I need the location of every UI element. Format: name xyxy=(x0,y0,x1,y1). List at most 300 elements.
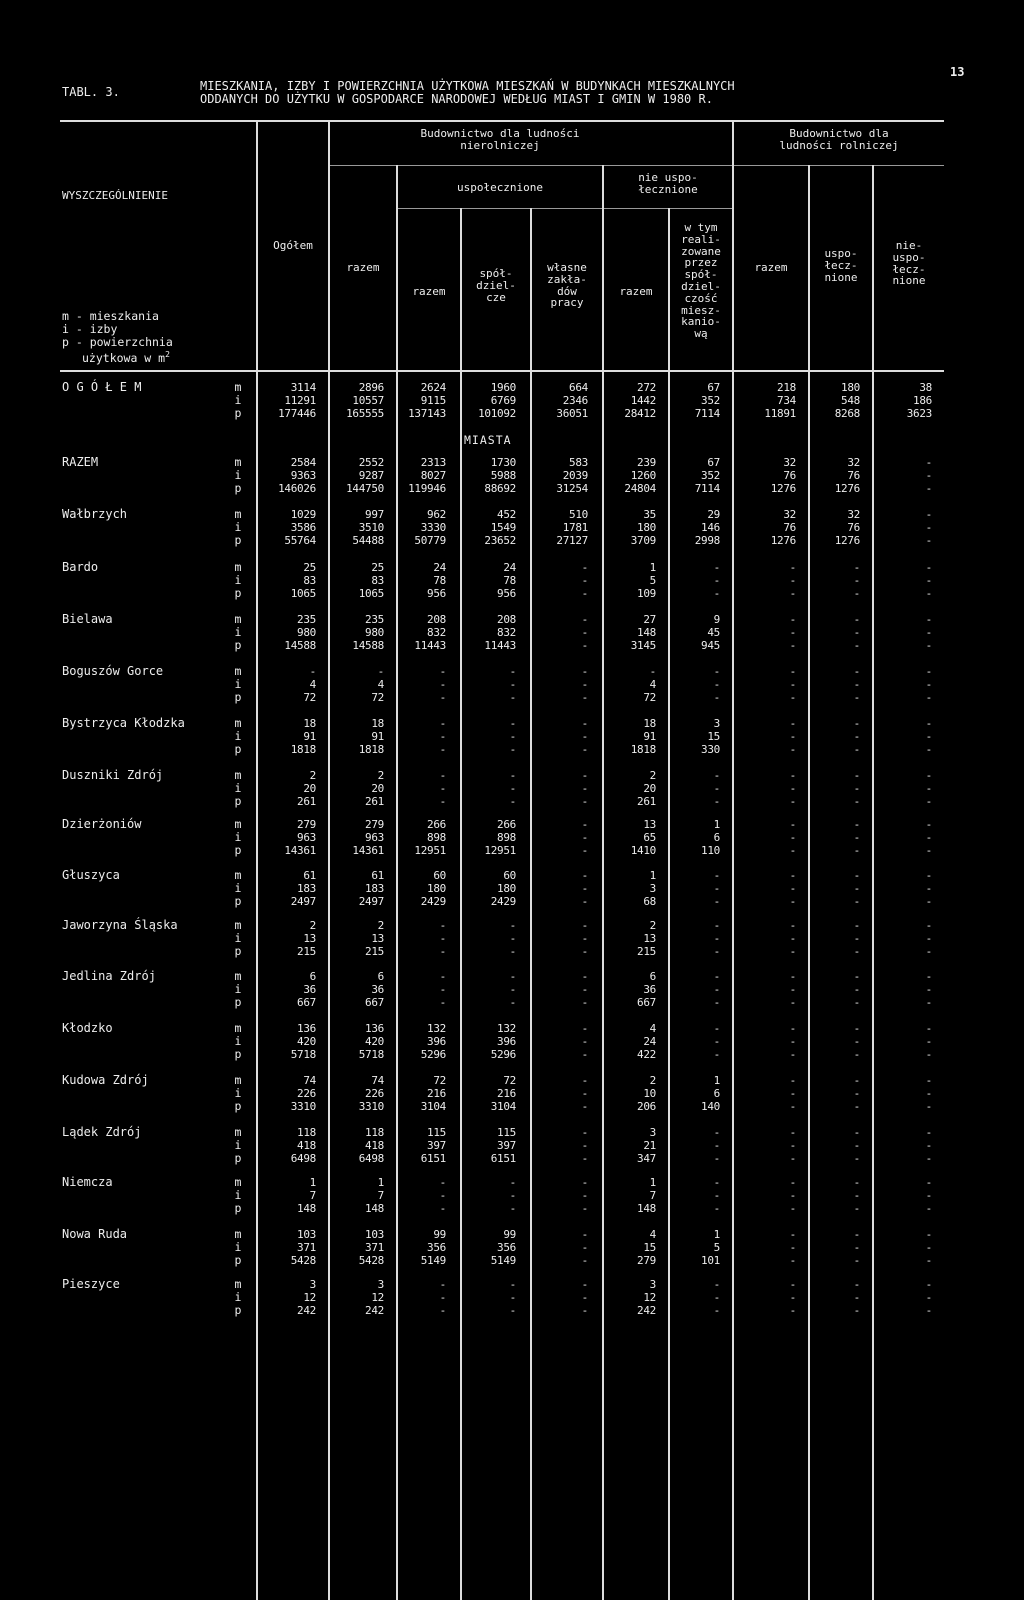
table-cell: - xyxy=(853,996,860,1009)
rule-nierolnicze xyxy=(330,165,734,166)
table-cell: - xyxy=(509,1176,516,1189)
table-cell: 60 xyxy=(503,869,516,882)
table-cell: - xyxy=(925,818,932,831)
row-kind: i xyxy=(234,1086,242,1100)
table-cell: - xyxy=(713,1202,720,1215)
table-cell: 101092 xyxy=(478,407,516,420)
table-cell: 352 xyxy=(701,394,720,407)
table-cell: - xyxy=(853,1202,860,1215)
table-cell: 6151 xyxy=(420,1152,446,1165)
row-label: Bystrzyca Kłodzka xyxy=(62,716,185,730)
table-cell: 24 xyxy=(503,561,516,574)
table-cell: 963 xyxy=(297,831,316,844)
table-cell: - xyxy=(789,574,796,587)
table-cell: 12951 xyxy=(484,844,516,857)
row-kind: m xyxy=(234,1227,242,1241)
table-cell: - xyxy=(509,769,516,782)
table-cell: - xyxy=(581,613,588,626)
table-cell: 3 xyxy=(713,717,720,730)
row-kind: i xyxy=(234,393,242,407)
table-cell: 4 xyxy=(649,1228,656,1241)
table-cell: - xyxy=(853,818,860,831)
table-cell: - xyxy=(925,717,932,730)
header-ogolem: Ogółem xyxy=(273,239,313,252)
table-cell: 2 xyxy=(649,919,656,932)
table-cell: - xyxy=(439,691,446,704)
table-cell: 12951 xyxy=(414,844,446,857)
table-cell: 36 xyxy=(303,983,316,996)
row-kind: p xyxy=(234,690,242,704)
table-cell: 3 xyxy=(309,1278,316,1291)
table-cell: 6498 xyxy=(290,1152,316,1165)
table-cell: - xyxy=(853,1087,860,1100)
table-cell: - xyxy=(925,1202,932,1215)
table-cell: - xyxy=(439,1304,446,1317)
table-cell: - xyxy=(789,882,796,895)
table-cell: - xyxy=(581,983,588,996)
table-cell: - xyxy=(853,795,860,808)
table-cell: - xyxy=(713,782,720,795)
table-cell: 132 xyxy=(427,1022,446,1035)
table-cell: 110 xyxy=(701,844,720,857)
table-cell: - xyxy=(925,574,932,587)
table-cell: - xyxy=(581,665,588,678)
table-cell: 180 xyxy=(427,882,446,895)
table-cell: 10 xyxy=(643,1087,656,1100)
table-cell: - xyxy=(853,1189,860,1202)
table-cell: - xyxy=(713,945,720,958)
table-cell: - xyxy=(925,795,932,808)
title-line-2: ODDANYCH DO UŻYTKU W GOSPODARCE NARODOWEJ WEDŁUG MIAST I GMIN W 1980 R. xyxy=(200,92,713,106)
table-cell: 14361 xyxy=(352,844,384,857)
table-cell: 2 xyxy=(377,919,384,932)
table-cell: - xyxy=(925,1035,932,1048)
table-cell: - xyxy=(789,691,796,704)
table-cell: - xyxy=(439,769,446,782)
table-cell: - xyxy=(439,919,446,932)
table-cell: 2 xyxy=(309,769,316,782)
row-kind: m xyxy=(234,817,242,831)
table-cell: - xyxy=(789,626,796,639)
table-cell: 226 xyxy=(365,1087,384,1100)
table-cell: - xyxy=(581,691,588,704)
table-cell: 36 xyxy=(371,983,384,996)
table-cell: 208 xyxy=(427,613,446,626)
table-cell: 216 xyxy=(427,1087,446,1100)
table-cell: 54488 xyxy=(352,534,384,547)
legend-i: i - izby xyxy=(62,322,118,336)
table-cell: 24804 xyxy=(624,482,656,495)
table-cell: - xyxy=(789,1228,796,1241)
table-cell: - xyxy=(713,1048,720,1061)
table-cell: - xyxy=(581,678,588,691)
table-cell: 36051 xyxy=(556,407,588,420)
section-label-miasta: MIASTA xyxy=(464,433,512,447)
table-cell: - xyxy=(853,782,860,795)
table-cell: 88692 xyxy=(484,482,516,495)
table-cell: 235 xyxy=(365,613,384,626)
table-cell: - xyxy=(853,613,860,626)
row-kind: p xyxy=(234,406,242,420)
table-cell: - xyxy=(713,1189,720,1202)
table-cell: 146 xyxy=(701,521,720,534)
table-cell: - xyxy=(581,782,588,795)
table-cell: - xyxy=(439,996,446,1009)
row-label: O G Ó Ł E M xyxy=(62,380,142,394)
table-cell: - xyxy=(581,1189,588,1202)
table-cell: 5428 xyxy=(290,1254,316,1267)
row-label: Bardo xyxy=(62,560,99,574)
table-cell: 9 xyxy=(713,613,720,626)
table-cell: 140 xyxy=(701,1100,720,1113)
table-cell: 242 xyxy=(365,1304,384,1317)
row-kind: i xyxy=(234,982,242,996)
table-cell: 61 xyxy=(303,869,316,882)
table-cell: 510 xyxy=(569,508,588,521)
table-cell: 165555 xyxy=(346,407,384,420)
table-cell: 72 xyxy=(503,1074,516,1087)
table-cell: - xyxy=(649,665,656,678)
table-cell: 13 xyxy=(643,932,656,945)
row-kind: p xyxy=(234,1047,242,1061)
table-cell: 18 xyxy=(303,717,316,730)
table-cell: - xyxy=(713,983,720,996)
table-cell: 1818 xyxy=(290,743,316,756)
row-kind: p xyxy=(234,742,242,756)
table-cell: 101 xyxy=(701,1254,720,1267)
table-cell: - xyxy=(581,1291,588,1304)
table-cell: 356 xyxy=(497,1241,516,1254)
table-cell: 1 xyxy=(649,561,656,574)
row-kind: i xyxy=(234,729,242,743)
table-cell: 330 xyxy=(701,743,720,756)
table-cell: - xyxy=(789,932,796,945)
table-cell: 7 xyxy=(377,1189,384,1202)
row-kind: m xyxy=(234,716,242,730)
table-cell: - xyxy=(925,895,932,908)
row-kind: m xyxy=(234,507,242,521)
table-cell: 10557 xyxy=(352,394,384,407)
header-uspolecznione: uspołecznione xyxy=(456,181,544,194)
table-cell: 963 xyxy=(365,831,384,844)
table-cell: - xyxy=(581,626,588,639)
row-kind: p xyxy=(234,944,242,958)
header-top-rule xyxy=(60,120,944,122)
table-cell: - xyxy=(789,769,796,782)
table-cell: 420 xyxy=(365,1035,384,1048)
table-cell: - xyxy=(925,626,932,639)
table-cell: 183 xyxy=(365,882,384,895)
row-kind: p xyxy=(234,1099,242,1113)
table-cell: 148 xyxy=(297,1202,316,1215)
row-kind: i xyxy=(234,1138,242,1152)
row-kind: m xyxy=(234,612,242,626)
table-cell: - xyxy=(581,882,588,895)
table-cell: 1065 xyxy=(358,587,384,600)
table-cell: 956 xyxy=(497,587,516,600)
table-cell: 5428 xyxy=(358,1254,384,1267)
table-cell: - xyxy=(581,1126,588,1139)
table-cell: - xyxy=(581,743,588,756)
table-cell: - xyxy=(713,932,720,945)
table-cell: 5296 xyxy=(420,1048,446,1061)
table-cell: - xyxy=(789,1126,796,1139)
table-cell: 1818 xyxy=(630,743,656,756)
table-cell: 356 xyxy=(427,1241,446,1254)
table-cell: - xyxy=(713,970,720,983)
table-cell: 3 xyxy=(649,882,656,895)
table-cell: 14588 xyxy=(352,639,384,652)
table-cell: - xyxy=(789,561,796,574)
table-cell: 6 xyxy=(713,831,720,844)
table-cell: - xyxy=(853,1139,860,1152)
row-kind: p xyxy=(234,995,242,1009)
table-cell: 2313 xyxy=(420,456,446,469)
table-cell: 35 xyxy=(643,508,656,521)
table-cell: 7114 xyxy=(694,407,720,420)
table-cell: 2998 xyxy=(694,534,720,547)
table-cell: - xyxy=(925,1048,932,1061)
table-cell: - xyxy=(925,613,932,626)
header-spoldzielcze: spół- dziel- cze xyxy=(476,267,516,304)
table-cell: - xyxy=(925,1241,932,1254)
table-cell: - xyxy=(713,561,720,574)
table-cell: 2896 xyxy=(358,381,384,394)
table-cell: - xyxy=(581,1278,588,1291)
table-cell: - xyxy=(439,782,446,795)
table-cell: 1549 xyxy=(490,521,516,534)
table-cell: 5296 xyxy=(490,1048,516,1061)
table-cell: - xyxy=(789,795,796,808)
table-cell: 226 xyxy=(297,1087,316,1100)
table-cell: - xyxy=(853,769,860,782)
table-cell: 25 xyxy=(371,561,384,574)
table-cell: 216 xyxy=(497,1087,516,1100)
legend-p2-text: użytkowa w m xyxy=(82,350,166,365)
table-cell: 1 xyxy=(713,1228,720,1241)
table-cell: - xyxy=(581,1022,588,1035)
table-cell: 3104 xyxy=(490,1100,516,1113)
table-cell: - xyxy=(509,1202,516,1215)
table-cell: 347 xyxy=(637,1152,656,1165)
table-cell: - xyxy=(925,1291,932,1304)
table-cell: 667 xyxy=(637,996,656,1009)
row-kind: m xyxy=(234,380,242,394)
table-cell: - xyxy=(713,1139,720,1152)
table-cell: - xyxy=(925,1022,932,1035)
table-cell: - xyxy=(509,691,516,704)
table-cell: 76 xyxy=(783,469,796,482)
table-cell: 2497 xyxy=(358,895,384,908)
table-cell: 7114 xyxy=(694,482,720,495)
header-bottom-rule xyxy=(60,370,944,372)
table-cell: 396 xyxy=(427,1035,446,1048)
table-cell: - xyxy=(713,665,720,678)
table-cell: 5 xyxy=(649,574,656,587)
table-cell: - xyxy=(789,1048,796,1061)
table-cell: 5718 xyxy=(290,1048,316,1061)
table-cell: - xyxy=(853,1048,860,1061)
table-cell: - xyxy=(581,769,588,782)
table-cell: - xyxy=(713,996,720,1009)
table-cell: - xyxy=(789,818,796,831)
table-cell: 2552 xyxy=(358,456,384,469)
table-cell: 3330 xyxy=(420,521,446,534)
legend-p1: p - powierzchnia xyxy=(62,335,173,349)
table-cell: - xyxy=(581,945,588,958)
table-cell: - xyxy=(925,1100,932,1113)
table-cell: - xyxy=(581,1152,588,1165)
table-cell: - xyxy=(789,945,796,958)
row-label: Kłodzko xyxy=(62,1021,113,1035)
header-uspo-rolnicze: uspo- łecz- nione xyxy=(824,247,858,284)
table-cell: 1260 xyxy=(630,469,656,482)
table-cell: 6 xyxy=(649,970,656,983)
table-cell: 72 xyxy=(643,691,656,704)
table-cell: - xyxy=(853,561,860,574)
table-cell: 119946 xyxy=(408,482,446,495)
table-cell: - xyxy=(713,895,720,908)
table-cell: 235 xyxy=(297,613,316,626)
table-cell: - xyxy=(509,1291,516,1304)
table-cell: 418 xyxy=(297,1139,316,1152)
table-cell: - xyxy=(713,1022,720,1035)
table-cell: 136 xyxy=(365,1022,384,1035)
table-cell: - xyxy=(789,1304,796,1317)
table-cell: 6 xyxy=(309,970,316,983)
table-cell: - xyxy=(581,730,588,743)
header-razem-1: razem xyxy=(346,261,380,274)
table-cell: 206 xyxy=(637,1100,656,1113)
table-cell: - xyxy=(925,945,932,958)
table-cell: 1960 xyxy=(490,381,516,394)
table-cell: 3104 xyxy=(420,1100,446,1113)
table-cell: - xyxy=(853,970,860,983)
table-cell: 45 xyxy=(707,626,720,639)
table-cell: 14361 xyxy=(284,844,316,857)
table-cell: - xyxy=(789,678,796,691)
table-cell: 9287 xyxy=(358,469,384,482)
table-cell: - xyxy=(789,1087,796,1100)
table-cell: 78 xyxy=(433,574,446,587)
table-cell: - xyxy=(509,678,516,691)
table-cell: 945 xyxy=(701,639,720,652)
row-kind: p xyxy=(234,533,242,547)
table-cell: - xyxy=(925,1087,932,1100)
table-cell: 91 xyxy=(371,730,384,743)
table-cell: 76 xyxy=(783,521,796,534)
table-cell: 1276 xyxy=(834,482,860,495)
row-kind: i xyxy=(234,520,242,534)
table-cell: 180 xyxy=(841,381,860,394)
table-cell: 38 xyxy=(919,381,932,394)
table-cell: - xyxy=(925,639,932,652)
table-cell: 242 xyxy=(297,1304,316,1317)
table-cell: - xyxy=(713,1291,720,1304)
legend-p2 xyxy=(82,349,170,364)
row-kind: m xyxy=(234,918,242,932)
table-cell: - xyxy=(925,919,932,932)
table-cell: - xyxy=(853,1278,860,1291)
table-cell: 898 xyxy=(427,831,446,844)
table-cell: - xyxy=(439,1202,446,1215)
table-cell: - xyxy=(789,1152,796,1165)
table-cell: - xyxy=(853,665,860,678)
table-cell: 136 xyxy=(297,1022,316,1035)
table-cell: - xyxy=(853,626,860,639)
table-cell: 261 xyxy=(637,795,656,808)
table-cell: - xyxy=(925,743,932,756)
table-cell: - xyxy=(509,665,516,678)
table-cell: - xyxy=(713,1126,720,1139)
table-cell: - xyxy=(789,782,796,795)
table-cell: - xyxy=(509,1304,516,1317)
table-cell: - xyxy=(925,678,932,691)
table-cell: - xyxy=(439,1176,446,1189)
table-cell: 5 xyxy=(713,1241,720,1254)
table-cell: - xyxy=(509,983,516,996)
table-cell: 28412 xyxy=(624,407,656,420)
table-cell: - xyxy=(309,665,316,678)
table-cell: - xyxy=(581,970,588,983)
row-kind: i xyxy=(234,573,242,587)
table-cell: - xyxy=(853,1152,860,1165)
table-cell: 180 xyxy=(637,521,656,534)
row-kind: p xyxy=(234,1303,242,1317)
table-cell: - xyxy=(853,1074,860,1087)
table-cell: - xyxy=(853,691,860,704)
table-cell: - xyxy=(581,1035,588,1048)
table-cell: 11891 xyxy=(764,407,796,420)
row-kind: i xyxy=(234,781,242,795)
table-cell: 261 xyxy=(365,795,384,808)
table-cell: 1029 xyxy=(290,508,316,521)
table-cell: 148 xyxy=(637,626,656,639)
table-cell: 1730 xyxy=(490,456,516,469)
table-cell: 215 xyxy=(297,945,316,958)
table-cell: - xyxy=(925,882,932,895)
table-cell: 72 xyxy=(371,691,384,704)
table-cell: 103 xyxy=(365,1228,384,1241)
table-cell: - xyxy=(789,613,796,626)
header-budownictwo-rolnicze: Budownictwo dla ludności rolniczej xyxy=(779,127,899,152)
table-cell: 137143 xyxy=(408,407,446,420)
table-cell: 261 xyxy=(297,795,316,808)
table-cell: - xyxy=(509,919,516,932)
table-cell: 667 xyxy=(365,996,384,1009)
table-cell: 1 xyxy=(649,1176,656,1189)
table-cell: 1 xyxy=(377,1176,384,1189)
table-cell: 371 xyxy=(297,1241,316,1254)
table-cell: 74 xyxy=(371,1074,384,1087)
table-cell: 3145 xyxy=(630,639,656,652)
table-cell: 4 xyxy=(309,678,316,691)
table-cell: - xyxy=(713,587,720,600)
table-cell: 50779 xyxy=(414,534,446,547)
table-cell: - xyxy=(581,795,588,808)
page-number: 13 xyxy=(950,65,965,79)
table-cell: 24 xyxy=(433,561,446,574)
header-razem-3: razem xyxy=(619,285,653,298)
table-cell: 12 xyxy=(371,1291,384,1304)
table-cell: - xyxy=(439,678,446,691)
table-cell: 1442 xyxy=(630,394,656,407)
table-cell: 279 xyxy=(365,818,384,831)
table-cell: 18 xyxy=(643,717,656,730)
table-cell: - xyxy=(925,469,932,482)
table-cell: - xyxy=(789,1278,796,1291)
table-cell: - xyxy=(925,1152,932,1165)
